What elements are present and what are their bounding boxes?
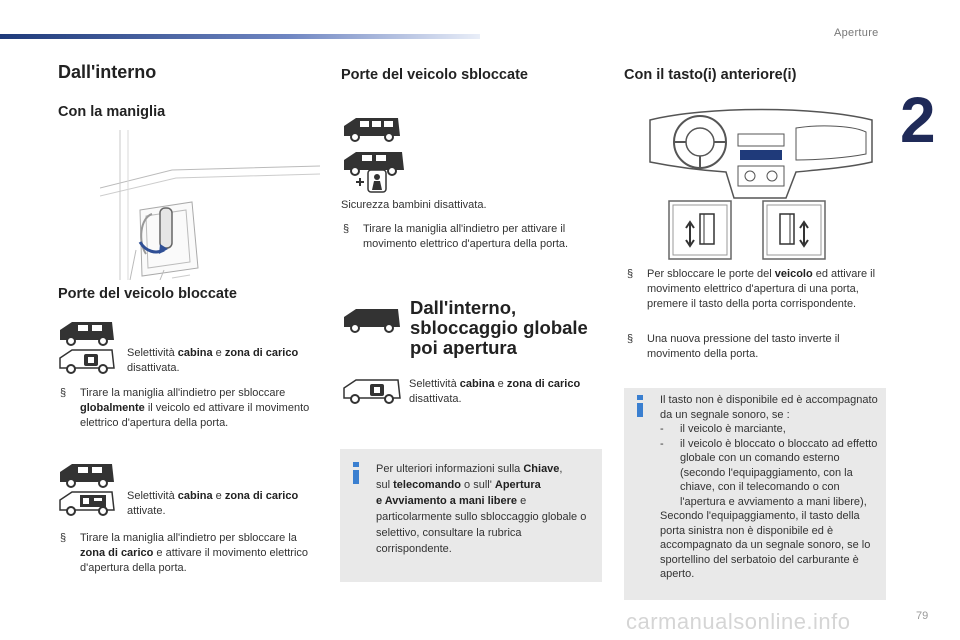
chapter-number: 2: [900, 84, 936, 156]
info-icon-2: [637, 395, 645, 415]
child-lock-icon: [354, 168, 388, 194]
selectivity-disabled-text: Selettività cabina e zona di carico disattivata.: [127, 347, 299, 374]
section-title: Aperture: [834, 27, 879, 39]
bullet-reverse-movement: § Una nuova pressione del tasto inverte il movimento della porta.: [627, 333, 840, 360]
door-handle-illustration: [100, 130, 320, 280]
subtitle-front-buttons: Con il tasto(i) anteriore(i): [624, 67, 797, 83]
bullet-unlock-global: § Tirare la maniglia all'indietro per sbloccare globalmente il veicolo ed attivare il movimento elettrico d'apertura della porta.: [60, 387, 310, 429]
info-key-text: Per ulteriori informazioni sulla Chiave, sul telecomando o sull' Apertura e Avviamento a mani libere e particolarmente sullo sbloccaggio globale o selettivo, consultare la rubrica corrispondente.: [376, 463, 587, 555]
info-box-key: [340, 449, 602, 582]
bullet-unlock-vehicle: § Per sbloccare le porte del veicolo ed attivare il movimento elettrico d'apertura di una porta, premere il tasto della porta corrispondente.: [627, 268, 876, 310]
subtitle-doors-locked: Porte del veicolo bloccate: [58, 286, 237, 302]
van-icon-cabin: [56, 318, 116, 348]
door-button-left-icon[interactable]: [668, 200, 732, 260]
dashboard-illustration: [646, 106, 876, 200]
van-cargo-unlock-icon: [56, 488, 116, 518]
page-title: Dall'interno: [58, 62, 157, 82]
info-box-button: [624, 388, 886, 600]
info-button-text: Il tasto non è disponibile ed è accompagnato da un segnale sonoro, se : - il veicolo è marciante, - il veicolo è bloccato o bloccato ad effetto globale con un comando esterno (secondo l'equipaggiamento, con la chiave, con il telecomando o con l'apertura e avviamento a mani libere), Secondo l'equipaggiamento, il tasto della porta sinistra non è disponibile ed è accompagnato da un segnale sonoro, se lo sportellino del serbatoio del carburante è aperto.: [660, 393, 882, 582]
section-heading-global-unlock: Dall'interno, sbloccaggio globale poi apertura: [410, 297, 588, 358]
selectivity-enabled-text: Selettività cabina e zona di carico attivate.: [127, 490, 299, 517]
subtitle-doors-unlocked: Porte del veicolo sbloccate: [341, 67, 528, 83]
info-icon: [353, 462, 361, 482]
child-lock-disabled-text: Sicurezza bambini disattivata.: [341, 199, 487, 211]
van-icon-unlocked: [340, 114, 402, 144]
van-icon-cabin-2: [56, 460, 116, 490]
selectivity-disabled-text-2: Selettività cabina e zona di carico disattivata.: [409, 378, 581, 405]
bullet-activate-door: § Tirare la maniglia all'indietro per attivare il movimento elettrico d'apertura della porta.: [343, 223, 569, 250]
watermark: carmanualsonline.info: [626, 609, 851, 634]
page-number: 79: [916, 610, 929, 622]
van-lock-icon: [56, 346, 116, 376]
van-lock-icon-2: [340, 376, 402, 406]
bullet-unlock-cargo: § Tirare la maniglia all'indietro per sbloccare la zona di carico e attivare il movimento elettrico d'apertura della porta.: [60, 532, 309, 574]
door-button-right-icon[interactable]: [762, 200, 826, 260]
subtitle-handle: Con la maniglia: [58, 104, 166, 120]
van-icon-global: [340, 305, 402, 335]
header-color-bar: [0, 34, 480, 39]
